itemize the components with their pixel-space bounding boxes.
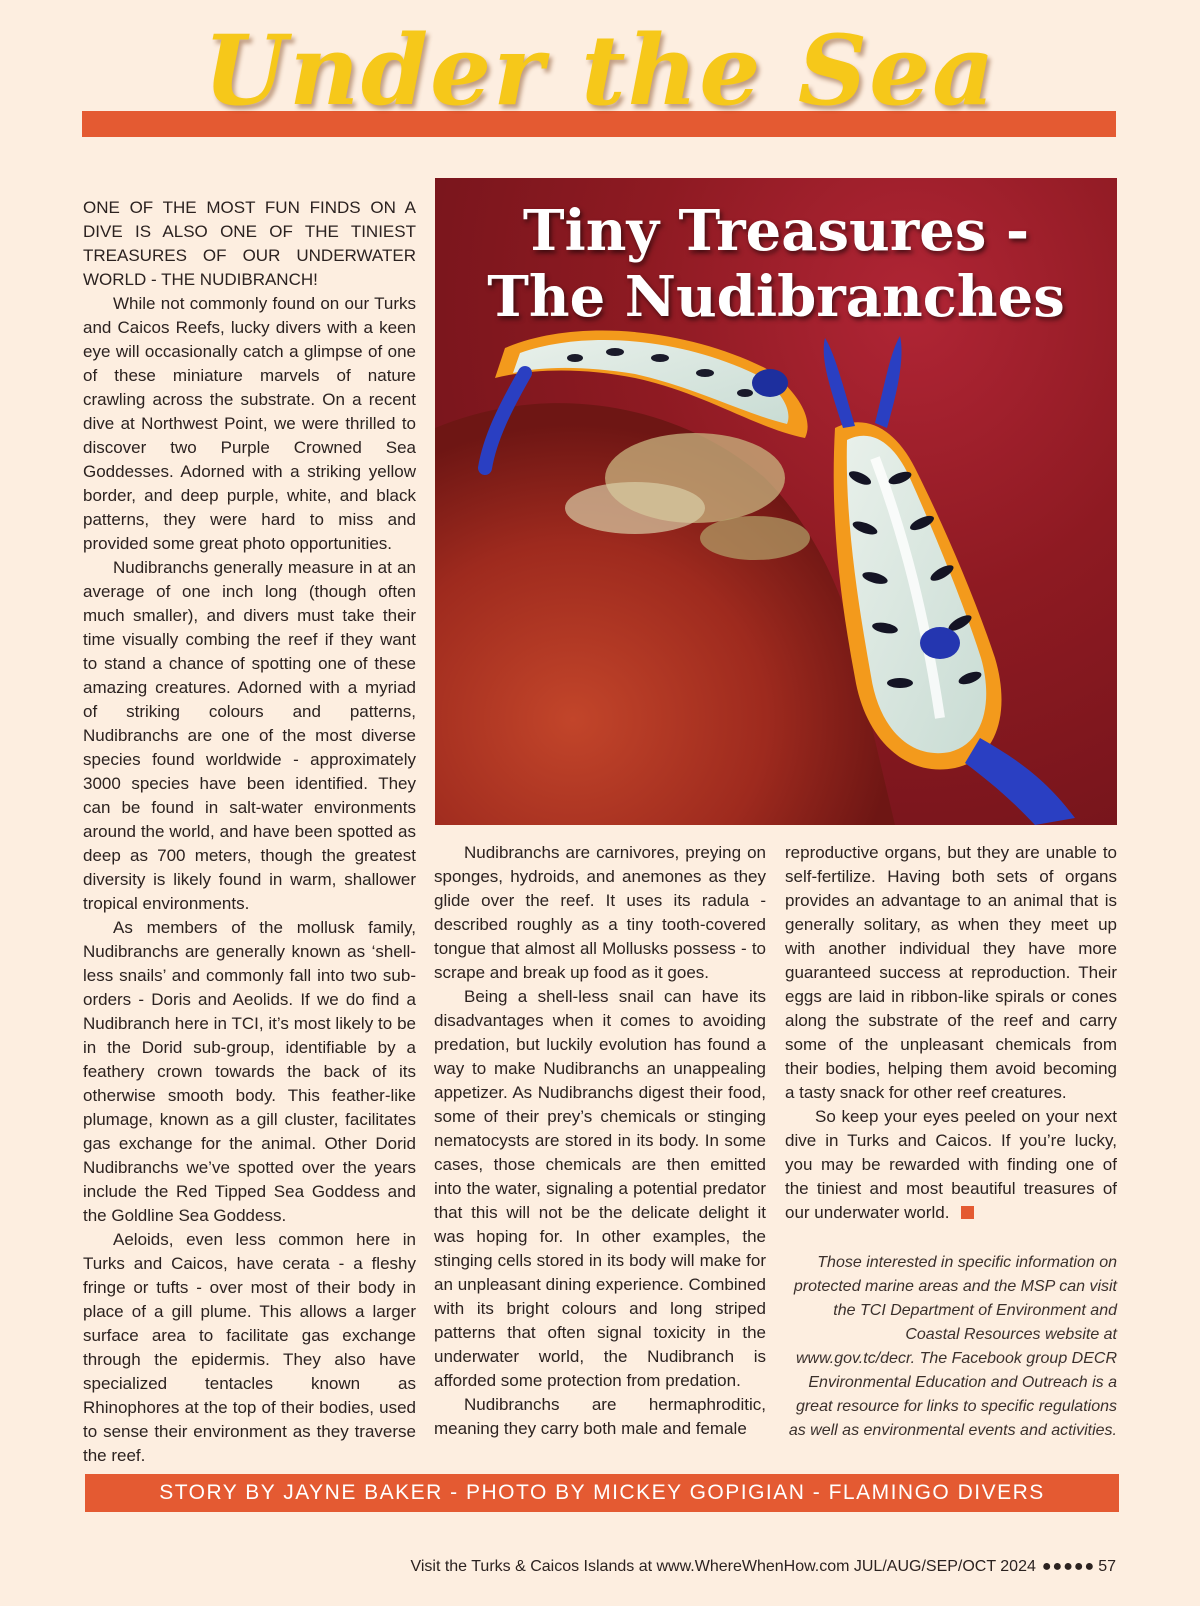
paragraph: Nudibranchs are carnivores, preying on sponges, hydroids, and anemones as they glide over the reef. It uses its radula - described roughly as a tiny tooth-covered tongue that almost all Mollusks possess - to scrape and break up food as it goes.: [434, 843, 766, 982]
page-footer: [0, 1558, 1116, 1576]
paragraph: Being a shell-less snail can have its disadvantages when it comes to avoiding predation, but luckily evolution has found a way to make Nudibranchs an unappealing appetizer. As Nudibranchs digest their food, some of their prey’s chemicals or stinging nematocysts are stored in its body. In some cases, those chemicals are then emitted into the water, signaling a potential predator that this will not be the delicate delight it was hoping for. In other examples, the stinging cells stored in its body will make for an unpleasant dining experience. Combined with its bright colours and long striped patterns that often signal toxicity in the underwater world, the Nudibranch is afforded some protection from predation.: [434, 987, 766, 1390]
article-column-1: [83, 196, 416, 1468]
footer-dots-icon: ●●●●●: [1041, 1558, 1096, 1575]
footer-text: Visit the Turks & Caicos Islands at www.WhereWhenHow.com JUL/AUG/SEP/OCT 2024: [410, 1558, 1036, 1575]
paragraph: Aeloids, even less common here in Turks and Caicos, have cerata - a fleshy fringe or tufts - over most of their body in place of a gill plume. This allows a larger surface area to facilitate gas exchange through the epidermis. They also have specialized tentacles known as Rhinophores at the top of their bodies, used to sense their environment as they traverse the reef.: [83, 1230, 416, 1465]
paragraph: As members of the mollusk family, Nudibranchs are generally known as ‘shell-less snails’ and commonly fall into two sub-orders - Doris and Aeolids. If we do find a Nudibranch here in TCI, it’s most likely to be in the Dorid sub-group, identifiable by a feathery crown towards the back of its otherwise smooth body. This feather-like plumage, known as a gill cluster, facilitates gas exchange for the animal. Other Dorid Nudibranchs we’ve spotted over the years include the Red Tipped Sea Goddess and the Goldline Sea Goddess.: [83, 918, 416, 1225]
article-column-2: [434, 841, 766, 1441]
paragraph: Nudibranchs are hermaphroditic, meaning they carry both male and female: [434, 1395, 766, 1438]
paragraph: Nudibranchs generally measure in at an average of one inch long (though often much smaller), and divers must take their time visually combing the reef if they want to stand a chance of spotting one of these amazing creatures. Adorned with a myriad of striking colours and patterns, Nudibranchs are one of the most diverse species found worldwide - approximately 3000 species have been identified. They can be found in salt-water environments around the world, and have been spotted as deep as 700 meters, though the greatest diversity is likely found in warm, shallower tropical environments.: [83, 558, 416, 913]
page-number: 57: [1098, 1558, 1116, 1575]
headline-line-1: Tiny Treasures -: [522, 198, 1030, 264]
lead-paragraph: ONE OF THE MOST FUN FINDS ON A DIVE IS ALSO ONE OF THE TINIEST TREASURES OF OUR UNDERWATER WORLD - THE NUDIBRANCH!: [83, 198, 416, 289]
article-headline: [435, 198, 1117, 330]
article-column-3: [785, 841, 1117, 1443]
paragraph: reproductive organs, but they are unable to self-fertilize. Having both sets of organs provides an advantage to an animal that is generally solitary, as when they meet up with another individual they have more guaranteed success at reproduction. Their eggs are laid in ribbon-like spirals or cones along the substrate of the reef and carry some of the unpleasant chemicals from their bodies, helping them avoid becoming a tasty snack for other reef creatures.: [785, 843, 1117, 1102]
credit-bar: STORY BY JAYNE BAKER - PHOTO BY MICKEY GOPIGIAN - FLAMINGO DIVERS: [85, 1474, 1119, 1512]
end-mark-icon: [961, 1206, 974, 1219]
sidebar-note: Those interested in specific information on protected marine areas and the MSP can visit the TCI Department of Environment and Coastal Resources website at www.gov.tc/decr. The Facebook group DECR Environmental Education and Outreach is a great resource for links to specific regulations as well as environmental events and activities.: [788, 1254, 1117, 1439]
closing-paragraph: [785, 1105, 1117, 1225]
paragraph: While not commonly found on our Turks and Caicos Reefs, lucky divers with a keen eye will occasionally catch a glimpse of one of these miniature marvels of nature crawling across the substrate. On a recent dive at Northwest Point, we were thrilled to discover two Purple Crowned Sea Goddesses. Adorned with a striking yellow border, and deep purple, white, and black patterns, they were hard to miss and provided some great photo opportunities.: [83, 294, 416, 553]
section-title: Under the Sea: [203, 14, 997, 127]
headline-line-2: The Nudibranches: [487, 264, 1065, 330]
nudibranch-photo: [435, 178, 1117, 825]
closing-text: So keep your eyes peeled on your next dive in Turks and Caicos. If you’re lucky, you may be rewarded with finding one of the tiniest and most beautiful treasures of our underwater world.: [785, 1107, 1117, 1222]
